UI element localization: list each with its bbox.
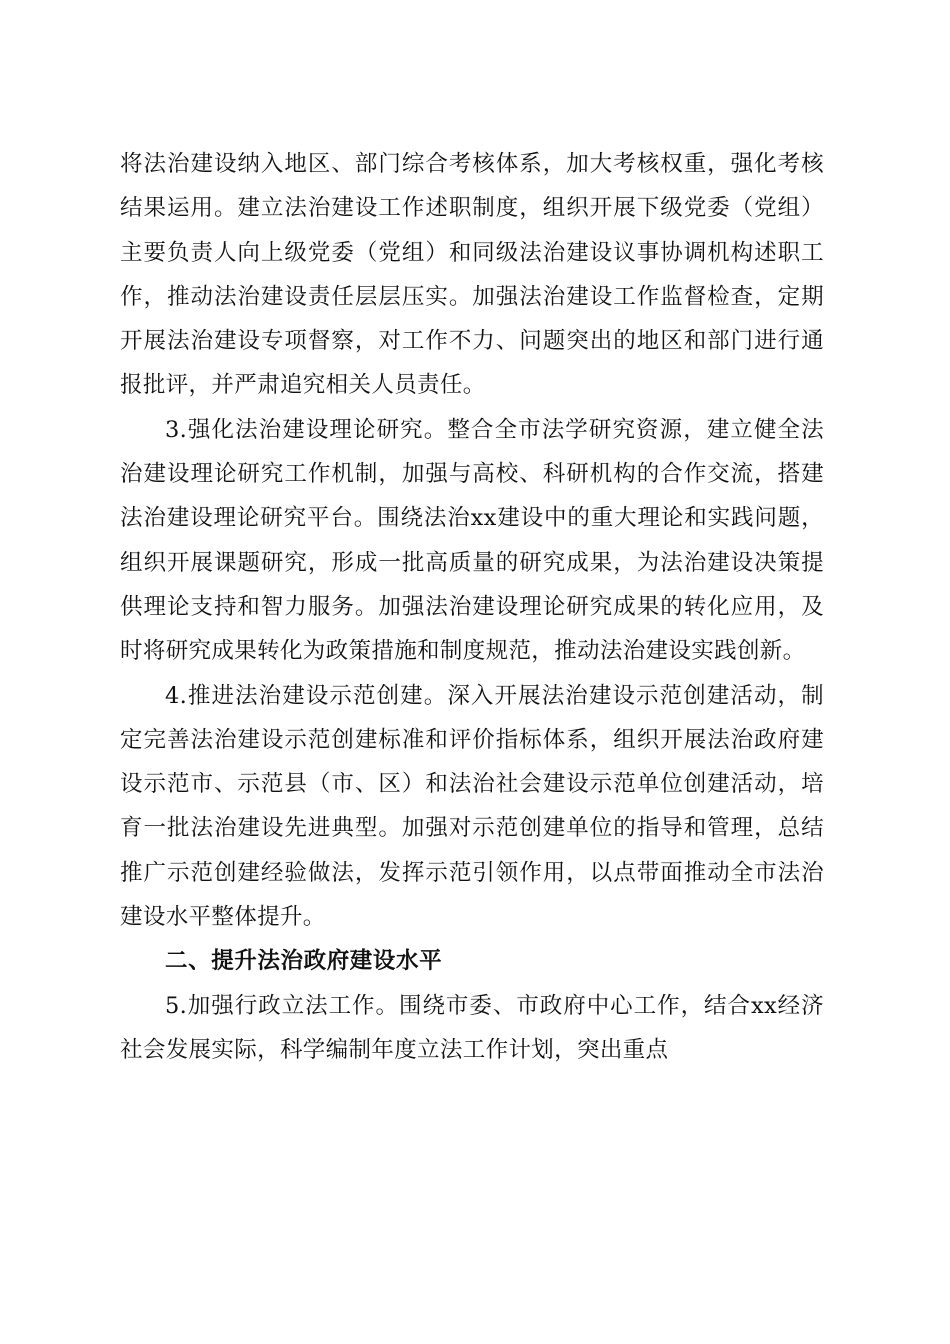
section-heading: 二、提升法治政府建设水平: [165, 948, 443, 975]
paragraph-continuation: 将法治建设纳入地区、部门综合考核体系，加大考核权重，强化考核结果运用。建立法治建设工作述职制度，组织开展下级党委（党组）主要负责人向上级党委（党组）和同级法治建设议事协调机构述职工作，推动法治建设责任层层压实。加强法治建设工作监督检查，定期开展法治建设专项督察，对工作不力、问题突出的地区和部门进行通报批评，并严肃追究相关人员责任。: [120, 151, 824, 399]
paragraph-item-4: 4.推进法治建设示范创建。深入开展法治建设示范创建活动，制定完善法治建设示范创建标准和评价指标体系，组织开展法治政府建设示范市、示范县（市、区）和法治社会建设示范单位创建活动，培育一批法治建设先进典型。加强对示范创建单位的指导和管理，总结推广示范创建经验做法，发挥示范引领作用，以点带面推动全市法治建设水平整体提升。: [120, 682, 824, 931]
document-body: [120, 142, 824, 1072]
paragraph-item-3: 3.强化法治建设理论研究。整合全市法学研究资源，建立健全法治建设理论研究工作机制，加强与高校、科研机构的合作交流，搭建法治建设理论研究平台。围绕法治xx建设中的重大理论和实践问题，组织开展课题研究，形成一批高质量的研究成果，为法治建设决策提供理论支持和智力服务。加强法治建设理论研究成果的转化应用，及时将研究成果转化为政策措施和制度规范，推动法治建设实践创新。: [120, 416, 824, 665]
paragraph-item-5: 5.加强行政立法工作。围绕市委、市政府中心工作，结合xx经济社会发展实际，科学编制年度立法工作计划，突出重点: [120, 992, 824, 1063]
